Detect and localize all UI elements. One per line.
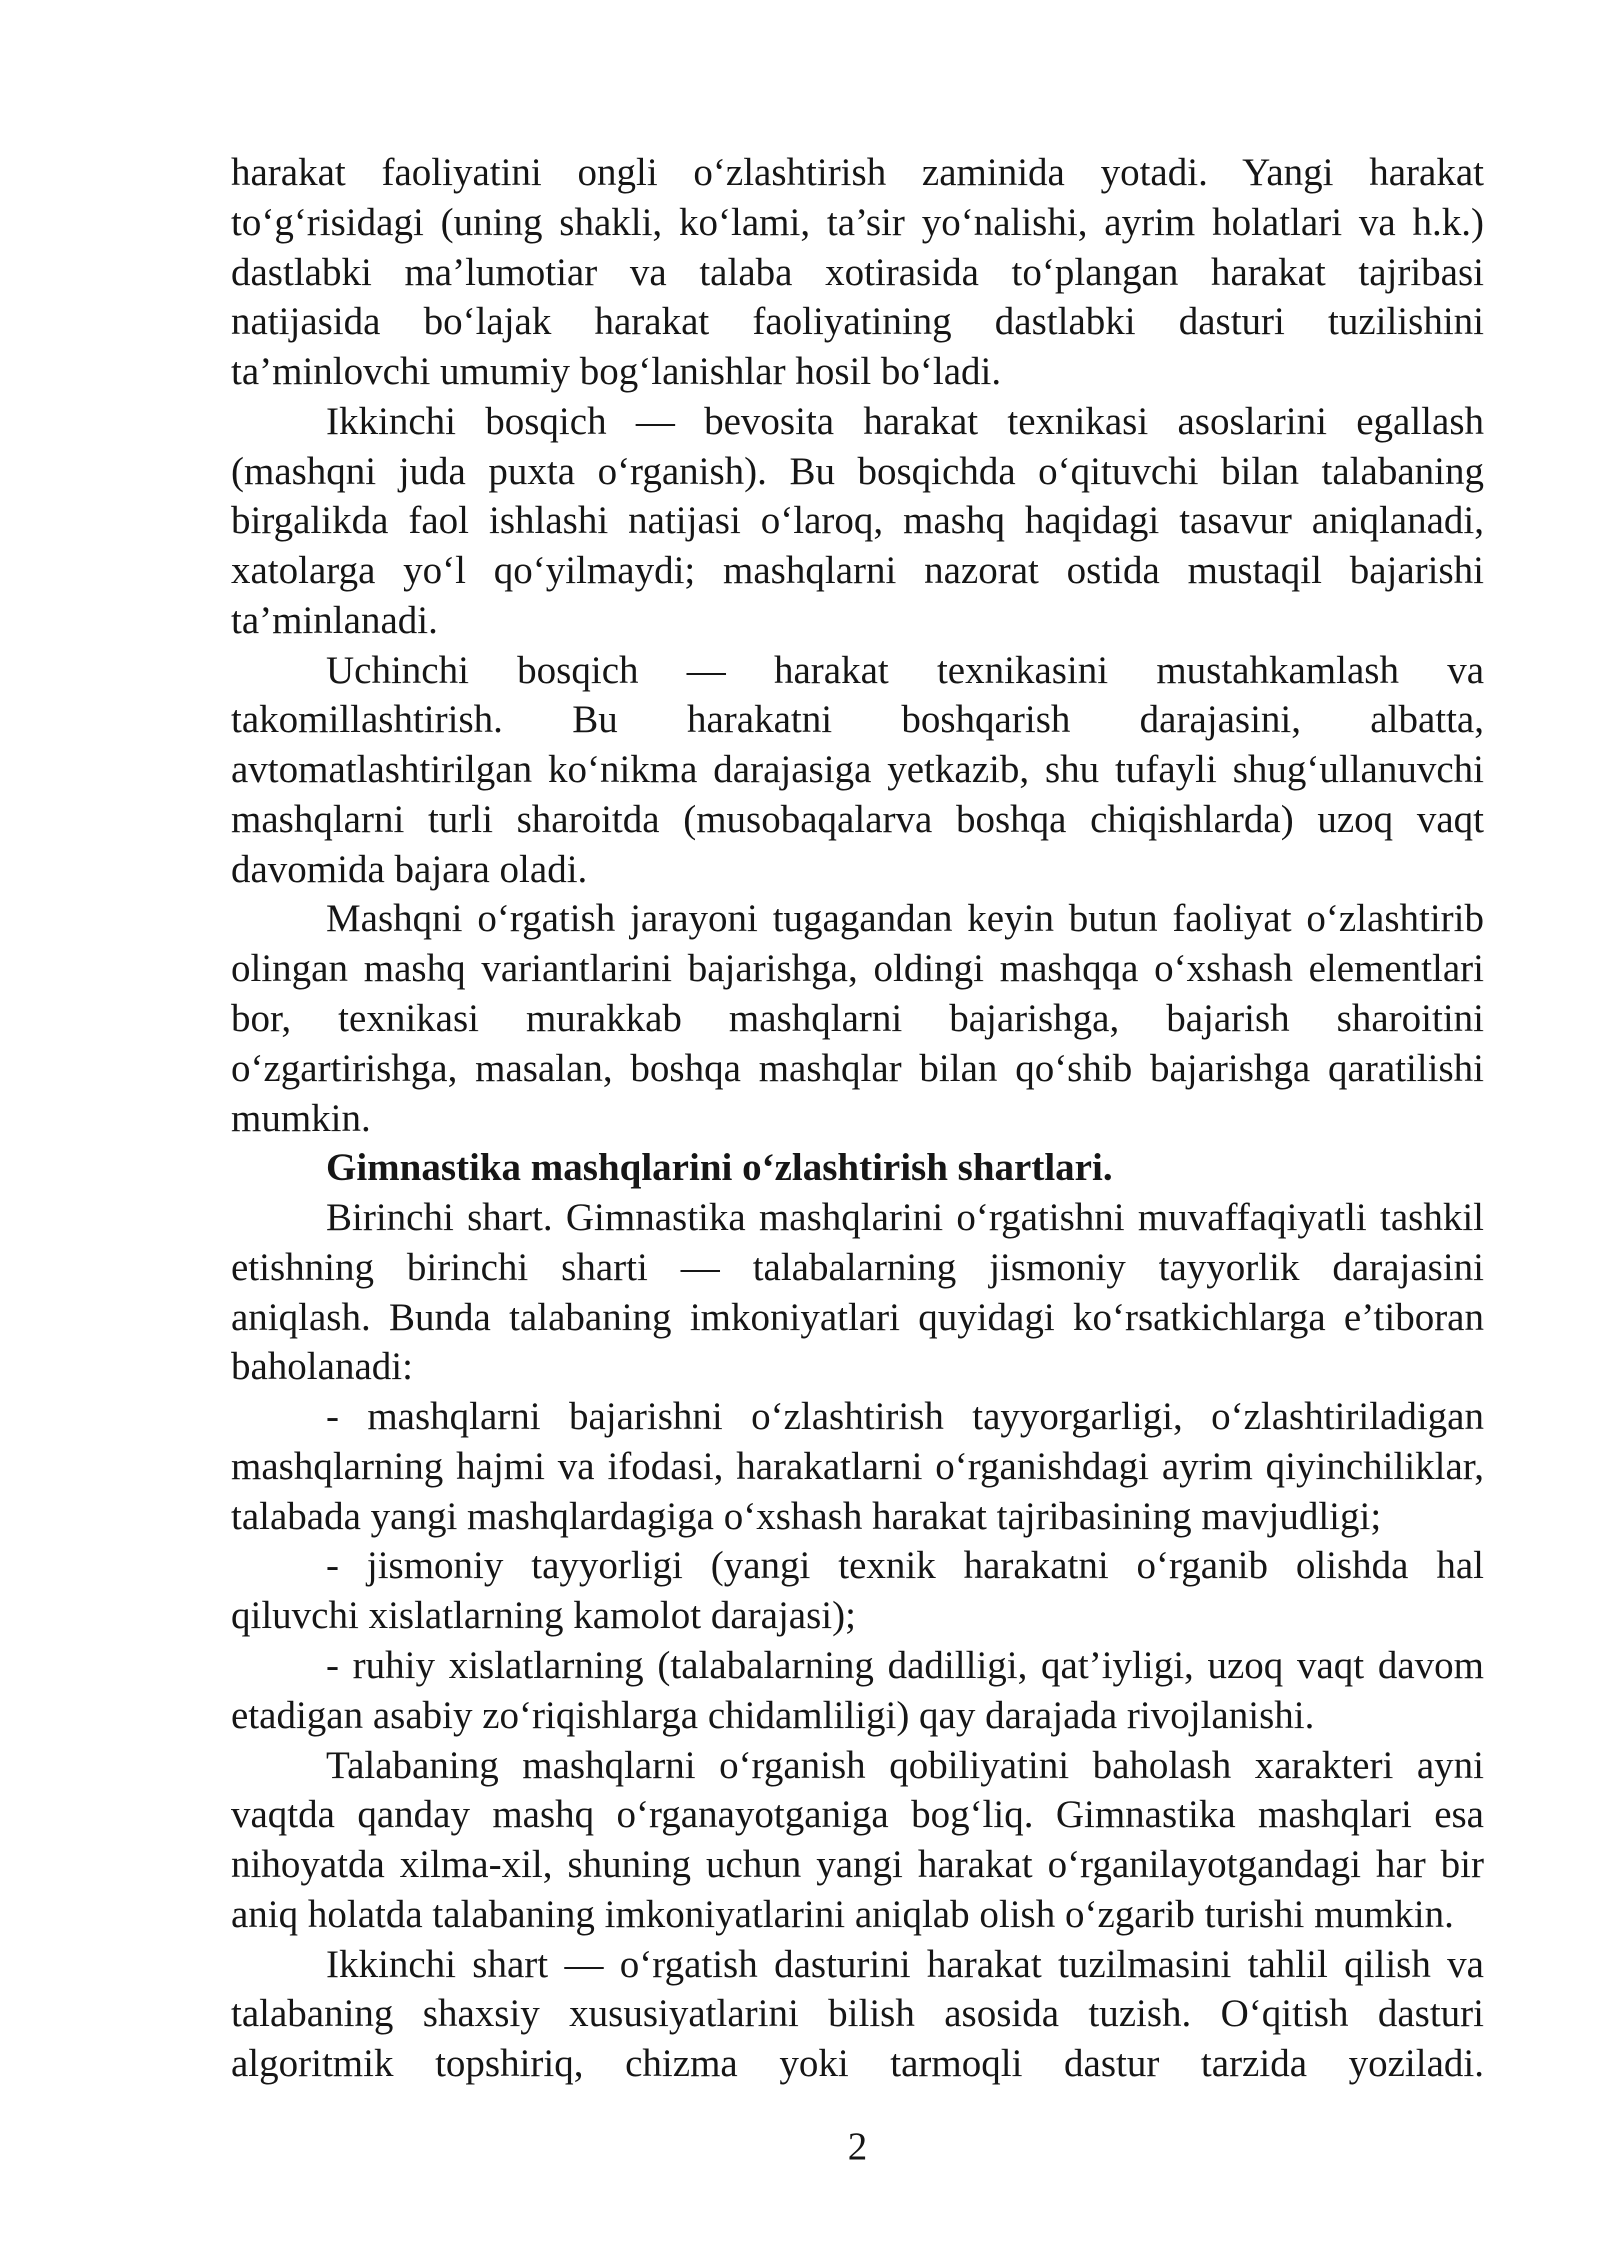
body-text <box>231 148 1484 2089</box>
list-item <box>231 1541 1484 1641</box>
text-line: davomida bajara oladi. <box>231 847 588 891</box>
text-line: aniq holatda talabaning imkoniyatlarini aniqlab olish o‘zgarib turishi mumkin. <box>231 1892 1454 1936</box>
text-line: mashqlarning hajmi va ifodasi, harakatlarni o‘rganishdagi ayrim qiyinchiliklar, <box>231 1444 1484 1488</box>
text-line: harakat faoliyatini ongli o‘zlashtirish zaminida yotadi. Yangi harakat <box>231 151 1484 194</box>
list-item <box>231 1641 1484 1741</box>
text-line: o‘zgartirishga, masalan, boshqa mashqlar bilan qo‘shib bajarishga qaratilishi <box>231 1046 1484 1090</box>
text-line: qiluvchi xislatlarning kamolot darajasi); <box>231 1594 856 1638</box>
text-line: talabaning shaxsiy xususiyatlarini bilish asosida tuzish. O‘qitish dasturi <box>231 1992 1484 2036</box>
text-line: takomillashtirish. Bu harakatni boshqarish darajasini, albatta, <box>231 698 1484 742</box>
text-line: to‘g‘risidagi (uning shakli, ko‘lami, ta’sir yo‘nalishi, ayrim holatlari va h.k.) <box>231 200 1484 244</box>
text-line: Ikkinchi bosqich — bevosita harakat texnikasi asoslarini egallash <box>326 399 1484 443</box>
section-heading <box>231 1143 1484 1193</box>
text-line: natijasida bo‘lajak harakat faoliyatining dastlabki dasturi tuzilishini <box>231 300 1484 344</box>
text-line: Talabaning mashqlarni o‘rganish qobiliyatini baholash xarakteri ayni <box>326 1743 1484 1787</box>
paragraph <box>231 646 1484 895</box>
text-line: etadigan asabiy zo‘riqishlarga chidamliligi) qay darajada rivojlanishi. <box>231 1693 1315 1737</box>
text-line: vaqtda qanday mashq o‘rganayotganiga bog‘liq. Gimnastika mashqlari esa <box>231 1793 1484 1837</box>
text-line: aniqlash. Bunda talabaning imkoniyatlari quyidagi ko‘rsatkichlarga e’tiboran <box>231 1295 1484 1339</box>
paragraph <box>231 894 1484 1143</box>
paragraph <box>231 1940 1484 2089</box>
text-line: (mashqni juda puxta o‘rganish). Bu bosqichda o‘qituvchi bilan talabaning <box>231 449 1484 493</box>
text-line: Birinchi shart. Gimnastika mashqlarini o‘rgatishni muvaffaqiyatli tashkil <box>326 1196 1484 1240</box>
text-line: nihoyatda xilma-xil, shuning uchun yangi harakat o‘rganilayotgandagi har bir <box>231 1843 1484 1887</box>
text-line: birgalikda faol ishlashi natijasi o‘laroq, mashq haqidagi tasavur aniqlanadi, <box>231 499 1484 543</box>
paragraph <box>231 148 1484 397</box>
text-line: talabada yangi mashqlardagiga o‘xshash harakat tajribasining mavjudligi; <box>231 1494 1382 1538</box>
text-line: etishning birinchi sharti — talabalarning jismoniy tayyorlik darajasini <box>231 1245 1484 1289</box>
paragraph <box>231 397 1484 646</box>
section-heading-text: Gimnastika mashqlarini o‘zlashtirish shartlari. <box>326 1146 1113 1190</box>
text-line: Mashqni o‘rgatish jarayoni tugagandan keyin butun faoliyat o‘zlashtirib <box>326 897 1484 941</box>
text-line: avtomatlashtirilgan ko‘nikma darajasiga yetkazib, shu tufayli shug‘ullanuvchi <box>231 748 1484 792</box>
list-item <box>231 1392 1484 1541</box>
text-line: Uchinchi bosqich — harakat texnikasini mustahkamlash va <box>326 648 1484 692</box>
text-line: - mashqlarni bajarishni o‘zlashtirish tayyorgarligi, o‘zlashtiriladigan <box>326 1395 1484 1439</box>
text-line: Ikkinchi shart — o‘rgatish dasturini harakat tuzilmasini tahlil qilish va <box>326 1942 1484 1986</box>
page-number: 2 <box>847 2125 868 2168</box>
text-line: algoritmik topshiriq, chizma yoki tarmoqli dastur tarzida yoziladi. <box>231 2042 1484 2086</box>
text-line: olingan mashq variantlarini bajarishga, oldingi mashqqa o‘xshash elementlari <box>231 947 1484 991</box>
text-line: - jismoniy tayyorligi (yangi texnik harakatni o‘rganib olishda hal <box>326 1544 1484 1588</box>
text-line: xatolarga yo‘l qo‘yilmaydi; mashqlarni nazorat ostida mustaqil bajarishi <box>231 549 1484 593</box>
text-line: mumkin. <box>231 1096 371 1140</box>
text-line: mashqlarni turli sharoitda (musobaqalarva boshqa chiqishlarda) uzoq vaqt <box>231 797 1484 841</box>
text-line: ta’minlanadi. <box>231 598 438 642</box>
paragraph <box>231 1741 1484 1940</box>
text-line: - ruhiy xislatlarning (talabalarning dadilligi, qat’iyligi, uzoq vaqt davom <box>326 1643 1484 1687</box>
text-line: baholanadi: <box>231 1345 413 1389</box>
text-line: dastlabki ma’lumotiar va talaba xotirasida to‘plangan harakat tajribasi <box>231 250 1484 294</box>
text-line: bor, texnikasi murakkab mashqlarni bajarishga, bajarish sharoitini <box>231 997 1484 1041</box>
paragraph <box>231 1193 1484 1392</box>
text-line: ta’minlovchi umumiy bog‘lanishlar hosil bo‘ladi. <box>231 350 1002 394</box>
